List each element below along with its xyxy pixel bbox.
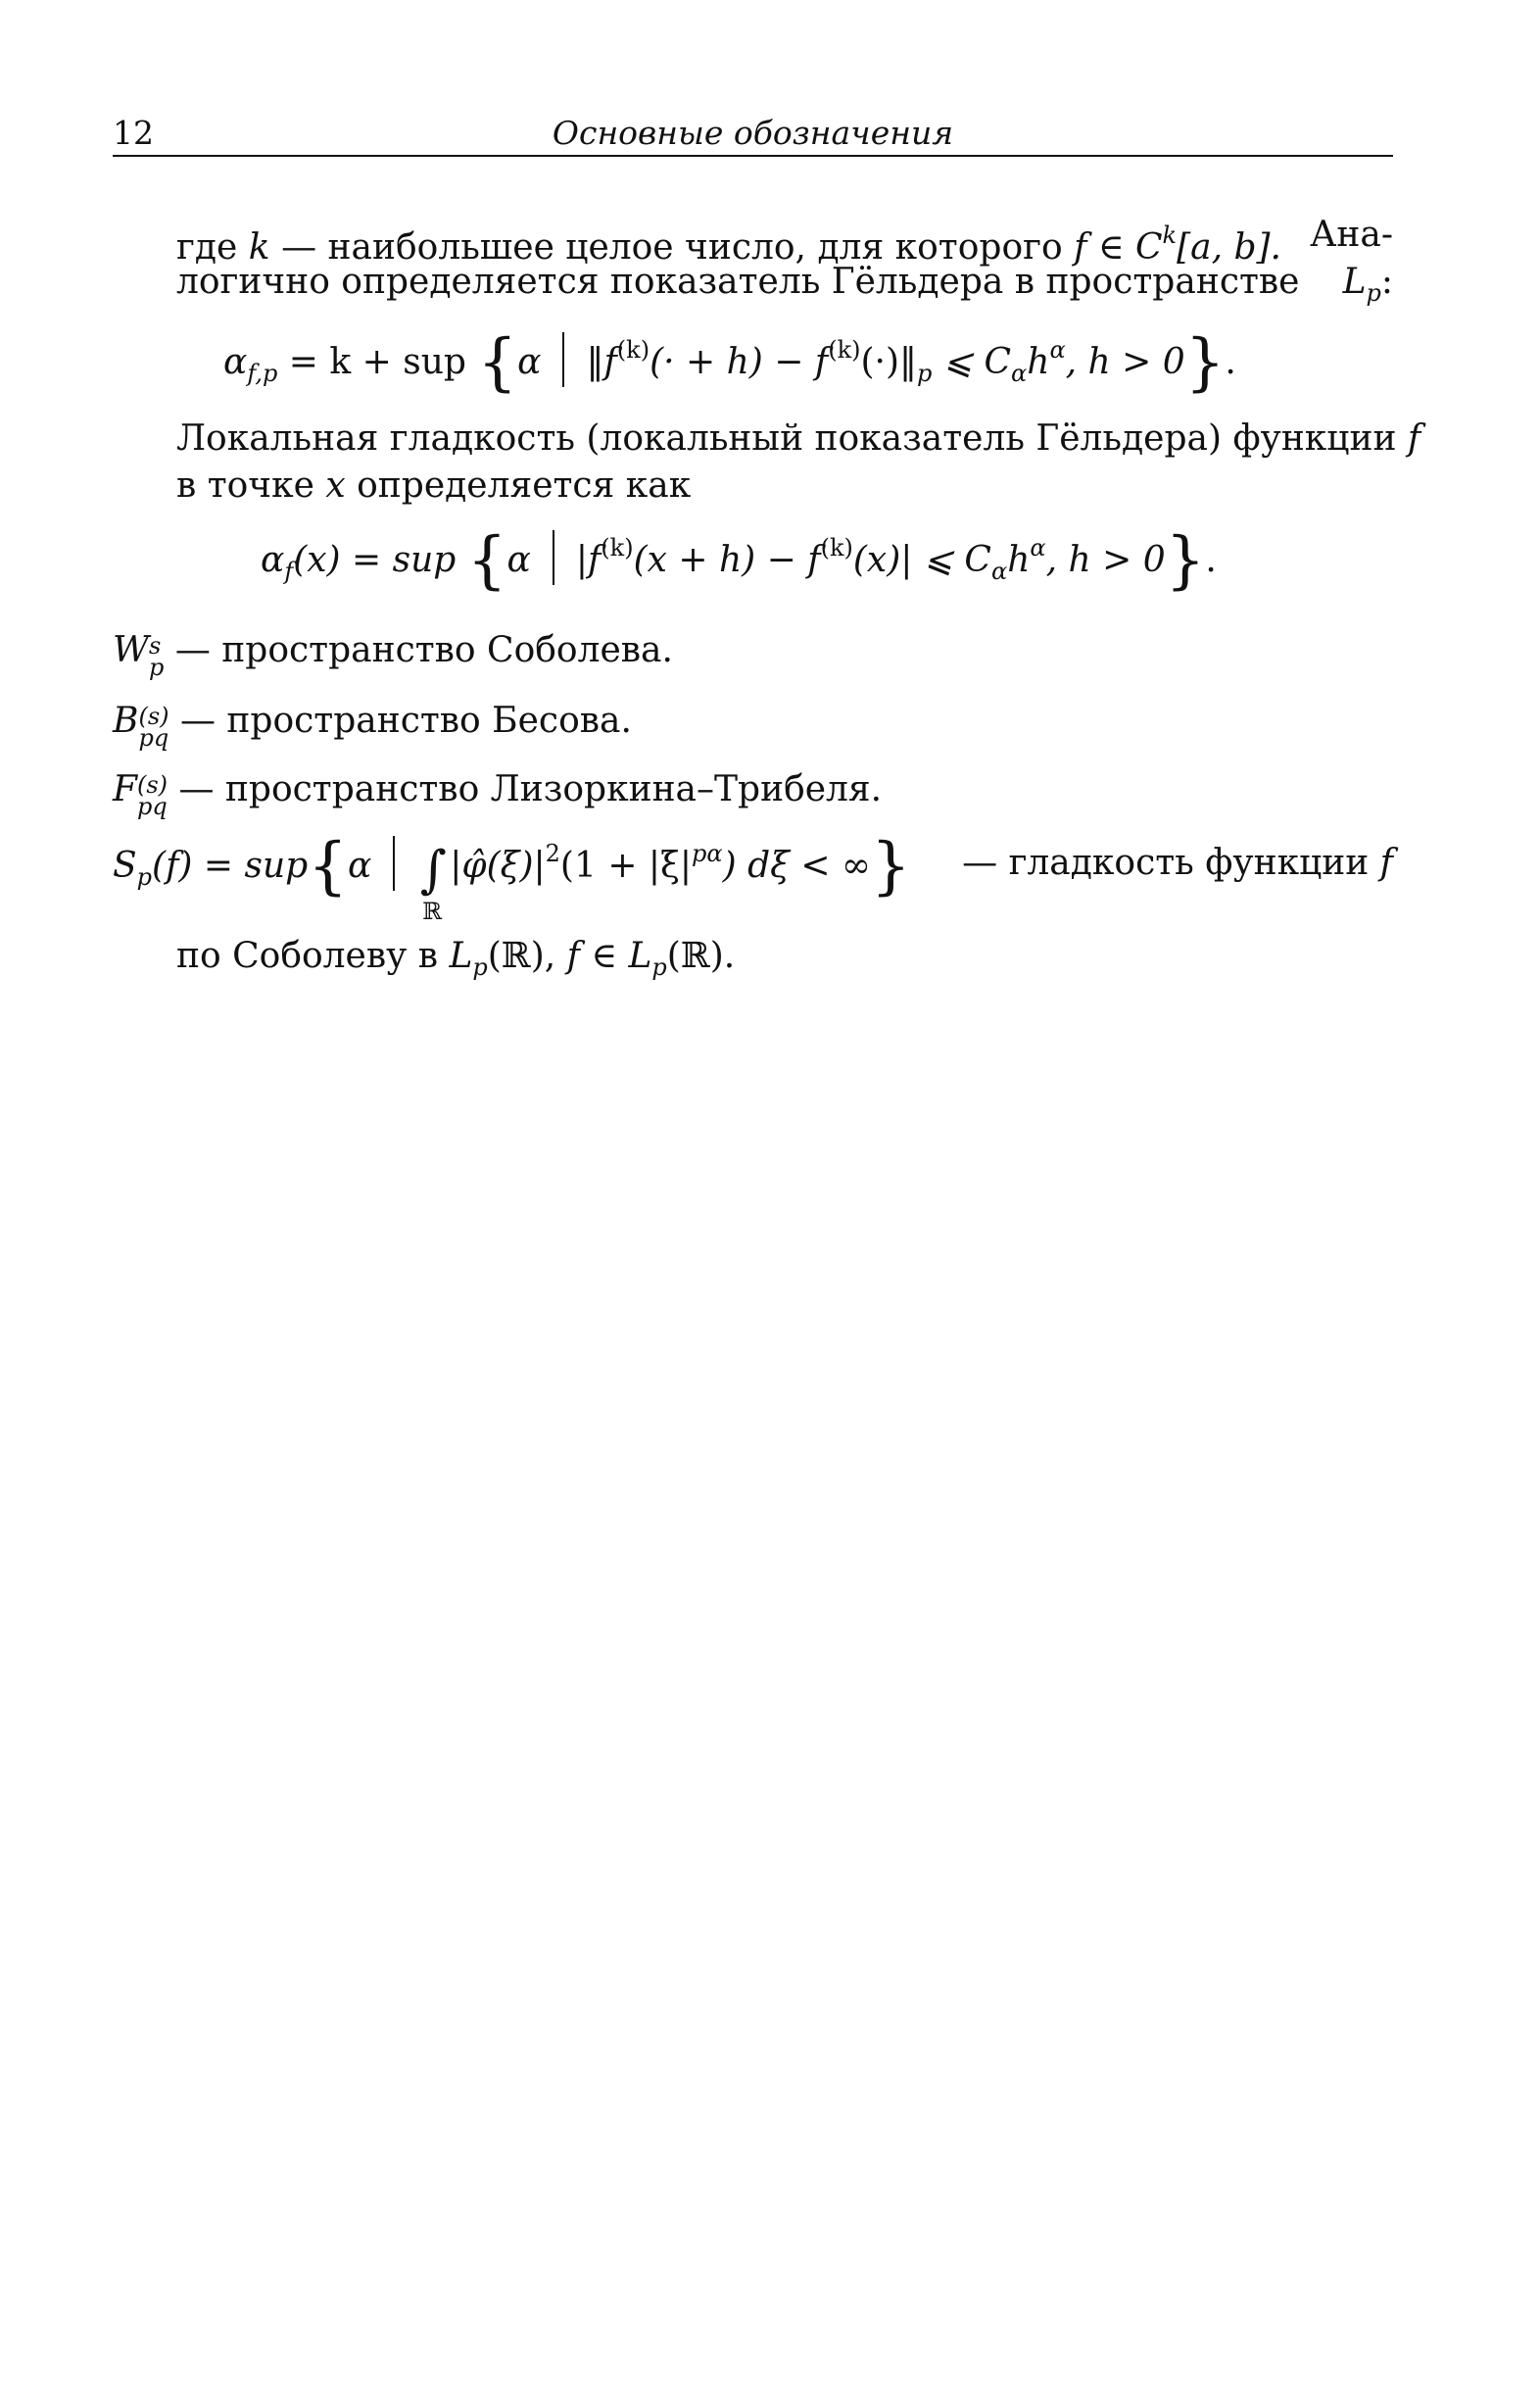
- text: — гладкость функции f: [962, 843, 1393, 883]
- brace-open: {: [308, 830, 348, 903]
- equation-holder-lp: $\alpha_{f,p} = k$ + sup {α $‖f^{(k)}(\cdot + h)$ − $f^{(k)}(\cdot)‖_p$ ⩽ $C_\alpha h^\alpha$, h > 0}.: [223, 326, 1236, 399]
- text-line-3: Локальная гладкость (локальный показатель Гёльдера) функции f: [176, 418, 1421, 459]
- text: логично определяется показатель Гёльдера в пространстве: [176, 262, 1300, 302]
- text-line-2: [176, 259, 1393, 306]
- text-line-last: по Соболеву в $L_p(ℝ)$, f ∈ $L_p(ℝ)$.: [176, 936, 736, 981]
- brace-close: }: [871, 830, 911, 903]
- brace-close: }: [1184, 326, 1226, 399]
- text: где: [176, 227, 238, 268]
- notation-sobolev: W s p — пространство Соболева.: [113, 630, 673, 681]
- running-title: Основные обозначения: [552, 114, 954, 152]
- math-lp: $L_p$:: [1342, 262, 1393, 307]
- math-interval: [a, b].: [1177, 227, 1281, 268]
- set-bar: [553, 530, 554, 585]
- brace-close: }: [1165, 524, 1206, 597]
- running-head: [113, 108, 1393, 157]
- math-f-in-c: f ∈ C: [1074, 227, 1163, 268]
- notation-smoothness: $S_p(f) = sup\{\alpha$ ∫ ℝ $|\varphî(\xi)|^2(1 + |\xi|^{p\alpha}) d\xi$ < ∞} — гладкость функции f: [113, 830, 1393, 925]
- set-bar: [393, 836, 395, 891]
- page-number: 12: [113, 114, 154, 152]
- notation-lizorkin-triebel: F (s) pq — пространство Лизоркина–Трибеля.: [113, 769, 883, 820]
- brace-open: {: [466, 524, 507, 597]
- notation-besov: B (s) pq — пространство Бесова.: [113, 701, 632, 752]
- set-bar: [562, 332, 564, 387]
- brace-open: {: [477, 326, 518, 399]
- math-sup: k: [1162, 221, 1178, 249]
- text: — наибольшее целое число, для которого: [281, 227, 1063, 268]
- integral-sign: ∫ ℝ: [419, 841, 447, 925]
- math-k: k: [248, 227, 270, 268]
- text-line-4: в точке x определяется как: [176, 465, 692, 506]
- equation-local-holder: $\alpha_f(x)$ = sup {α $|f^{(k)}(x + h) - f^{(k)}(x)|$ ⩽ $C_\alpha h^\alpha$, h > 0}.: [261, 524, 1217, 597]
- text-hyphen: Ана-: [1310, 215, 1393, 255]
